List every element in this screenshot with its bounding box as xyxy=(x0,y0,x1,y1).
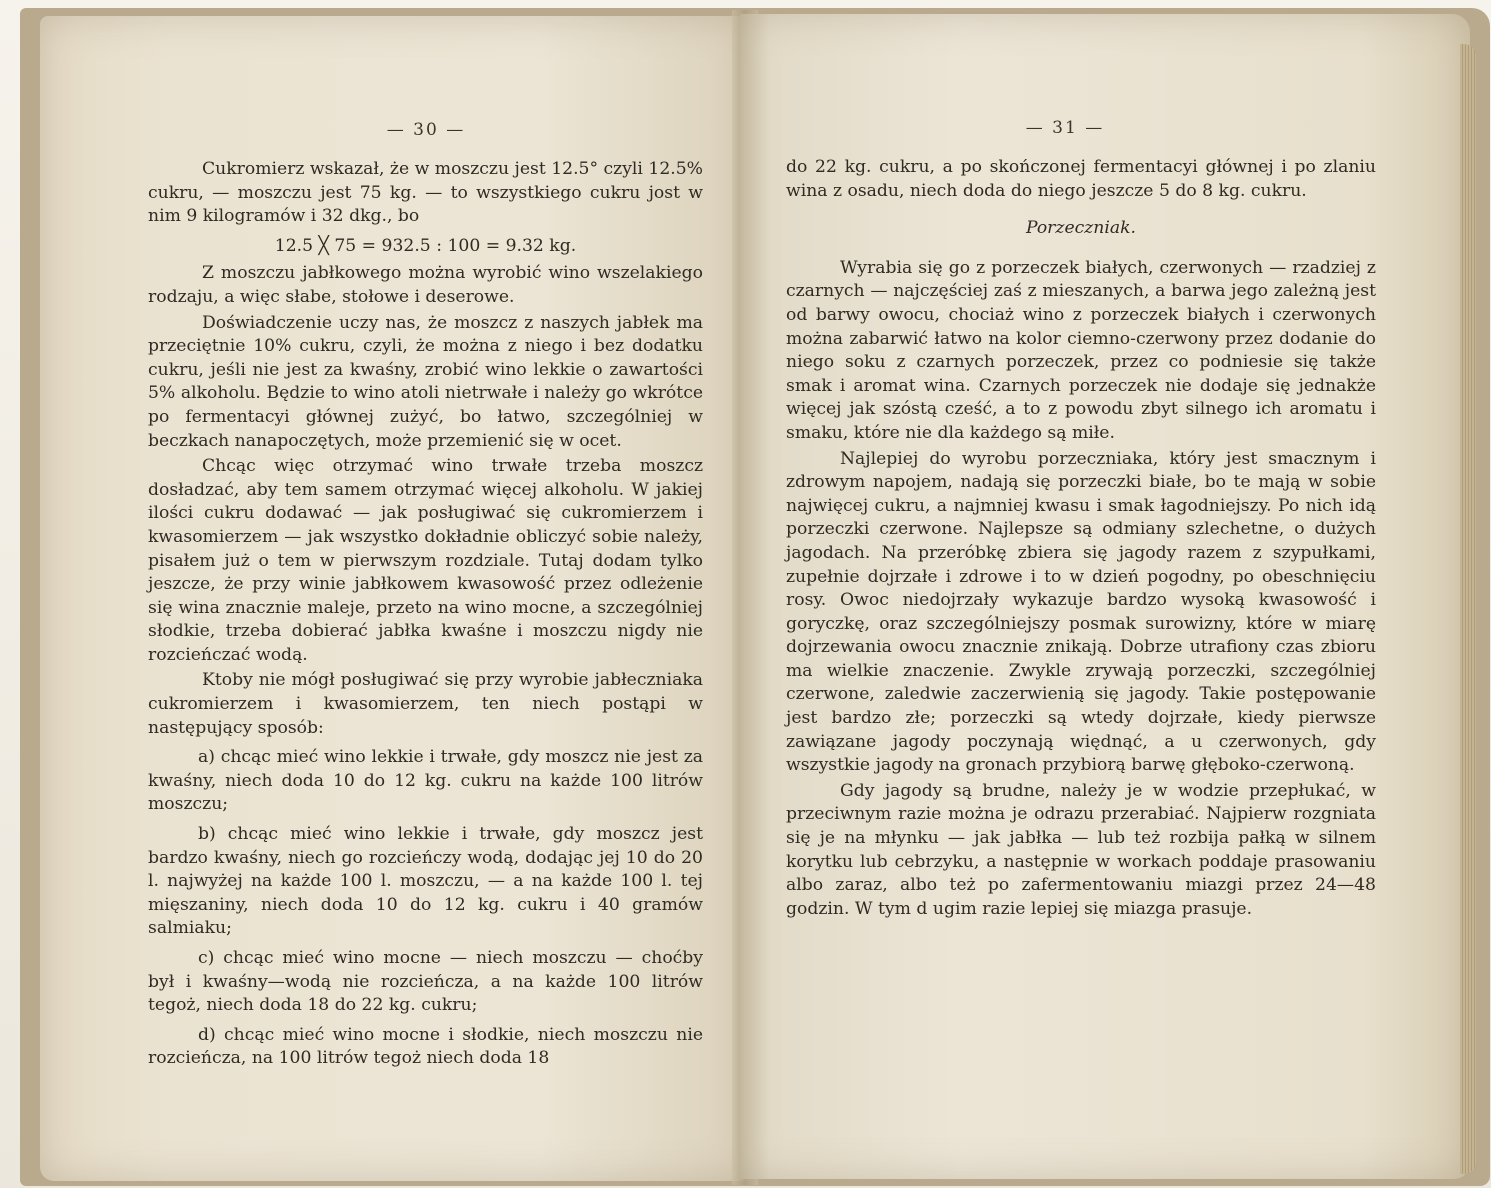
paragraph: Chcąc więc otrzymać wino trwałe trzeba moszcz dosładzać, aby tem samem otrzymać więcej alkoholu. W jakiej ilości cukru dodawać — jak posługiwać się cukromierzem i kwasomierzem — jak wszystko dokładnie obliczyć sobie należy, pisałem już o tem w pierwszym rozdziale. Tutaj dodam tylko jeszcze, że przy winie jabłkowem kwasowość przez odleżenie się wina znacznie maleje, przeto na wino mocne, a szczególniej słodkie, trzeba dobierać jabłka kwaśne i moszczu nigdy nie rozcieńczać wodą. xyxy=(148,456,703,665)
right-page xyxy=(740,14,1470,1179)
left-page-text xyxy=(148,158,703,1071)
paragraph: Wyrabia się go z porzeczek białych, czerwonych — rzadziej z czarnych — najczęściej zaś z mieszanych, a barwa jego zależną jest od barwy owocu, chociaż wino z porzeczek białych i czerwonych można zabarwić łatwo na kolor ciemno-czerwony przez dodanie do niego soku z czarnych porzeczek, przez co podniesie się także smak i aromat wina. Czarnych porzeczek nie dodaje się jednakże więcej jak szóstą cześć, a to z powodu zbyt silnego ich aromatu i smaku, które nie dla każdego są miłe. xyxy=(786,257,1376,443)
paragraph: Najlepiej do wyrobu porzeczniaka, który jest smacznym i zdrowym napojem, nadają się porzeczki białe, bo te mają w sobie najwięcej cukru, a najmniej kwasu i smak łagodniejszy. Po nich idą porzeczki czerwone. Najlepsze są odmiany szlechetne, o dużych jagodach. Na przeróbkę zbiera się jagody razem z szypułkami, zupełnie dojrzałe i zdrowe i to w dzień pogodny, po obeschnięciu rosy. Owoc niedojrzały wykazuje bardzo wysoką kwasowość i goryczkę, oraz szczególniejszy posmak surowizny, które w miarę dojrzewania owocu znacznie znikają. Dobrze utrafiony czas zbioru ma wielkie znaczenie. Zwykle zrywają porzeczki, szczególniej czerwone, zaledwie zaczerwienią się jagody. Takie postępowanie jest bardzo złe; porzeczki są wtedy dojrzałe, kiedy pierwsze zawiązane jagody poczynają więdnąć, a u czerwonych, gdy wszystkie jagody na gronach przybiorą barwę głęboko-czerwoną. xyxy=(786,448,1376,776)
paragraph: Gdy jagody są brudne, należy je w wodzie przepłukać, w przeciwnym razie można je odrazu przerabiać. Najpierw rozgniata się je na młynku — jak jabłka — lub też rozbija pałką w silnem korytku lub cebrzyku, a następnie w workach poddaje prasowaniu albo zaraz, albo też po zafermentowaniu miazgi przez 24—48 godzin. W tym d ugim razie lepiej się miazga prasuje. xyxy=(786,780,1376,919)
left-page xyxy=(40,16,752,1181)
list-item: a) chcąc mieć wino lekkie i trwałe, gdy moszcz nie jest za kwaśny, niech doda 10 do 12 kg. cukru na każde 100 litrów moszczu; xyxy=(148,747,703,815)
list-item: b) chcąc mieć wino lekkie i trwałe, gdy moszcz jest bardzo kwaśny, niech go rozcieńczy wodą, dodając jej 10 do 20 l. najwyżej na każde 100 l. moszczu, — a na każde 100 l. tej mięszaniny, niech doda 10 do 12 kg. cukru i 40 gramów salmiaku; xyxy=(148,824,703,939)
list-item: d) chcąc mieć wino mocne i słodkie, niech moszczu nie rozcieńcza, na 100 litrów tegoż niech doda 18 xyxy=(148,1024,703,1069)
paragraph: Doświadczenie uczy nas, że moszcz z naszych jabłek ma przeciętnie 10% cukru, czyli, że można z niego i bez dodatku cukru, jeśli nie jest za kwaśny, zrobić wino lekkie o zawartości 5% alkoholu. Będzie to wino atoli nietrwałe i należy go wkrótce po fermentacyi głównej zużyć, bo łatwo, szczególniej w beczkach nanapoczętych, może przemienić się w ocet. xyxy=(148,312,703,451)
paragraph: Cukromierz wskazał, że w moszczu jest 12.5° czyli 12.5% cukru, — moszczu jest 75 kg. — to wszystkiego cukru jost w nim 9 kilogramów i 32 dkg., bo xyxy=(148,159,703,227)
page-number-right: — 31 — xyxy=(1025,118,1105,138)
formula: 12.5 ╳ 75 = 932.5 : 100 = 9.32 kg. xyxy=(274,235,577,256)
right-page-text xyxy=(786,156,1376,921)
paragraph: Z moszczu jabłkowego można wyrobić wino wszelakiego rodzaju, a więc słabe, stołowe i deserowe. xyxy=(148,263,703,307)
page-edges xyxy=(1460,44,1476,1174)
paragraph: Ktoby nie mógł posługiwać się przy wyrobie jabłeczniaka cukromierzem i kwasomierzem, ten niech postąpi w następujący sposób: xyxy=(148,670,703,738)
section-title: Porzeczniak. xyxy=(1025,218,1137,239)
paragraph: do 22 kg. cukru, a po skończonej fermentacyi głównej i po zlaniu wina z osadu, niech doda do niego jeszcze 5 do 8 kg. cukru. xyxy=(786,157,1376,201)
list-item: c) chcąc mieć wino mocne — niech moszczu — choćby był i kwaśny—wodą nie rozcieńcza, a na każde 100 litrów tegoż, niech doda 18 do 22 kg. cukru; xyxy=(148,948,703,1016)
page-number-left: — 30 — xyxy=(386,120,466,140)
